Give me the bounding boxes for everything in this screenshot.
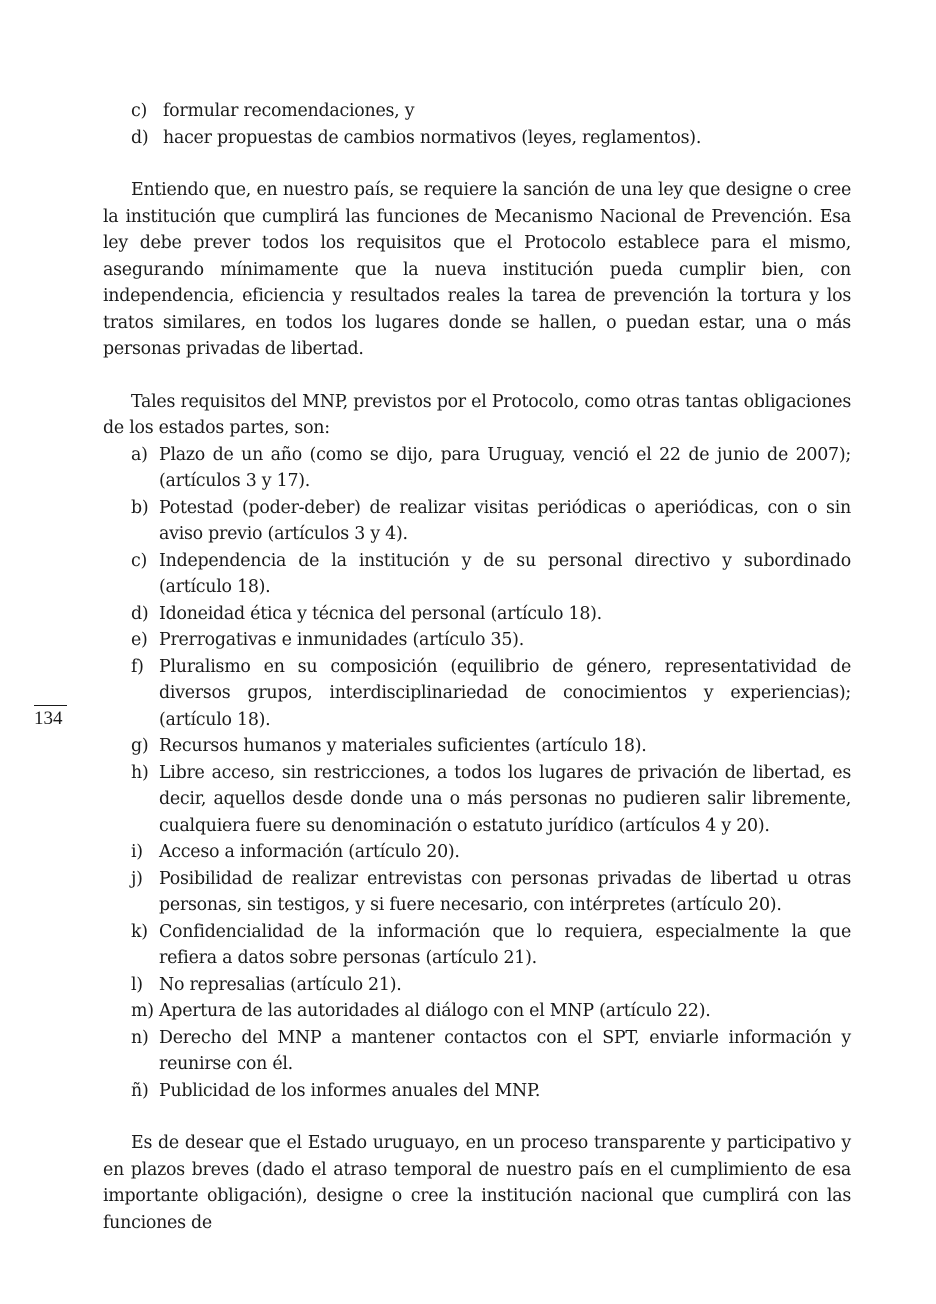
requirement-item <box>103 972 851 999</box>
requirement-item <box>103 866 851 919</box>
requirement-text: Derecho del MNP a mantener contactos con el SPT, enviarle información y reunirse con él. <box>159 1027 851 1074</box>
requirement-marker: h) <box>131 762 149 783</box>
requirement-marker: g) <box>131 736 149 756</box>
requirement-marker: e) <box>131 630 148 650</box>
requirement-marker: l) <box>131 974 143 995</box>
list-marker: c) <box>131 101 148 121</box>
requirement-item <box>103 839 851 866</box>
list-item-text: hacer propuestas de cambios normativos (leyes, reglamentos). <box>163 127 702 148</box>
requirement-item <box>103 760 851 840</box>
paragraph-closing: Es de desear que el Estado uruguayo, en un proceso transparente y participativo y en plazos breves (dado el atraso temporal de nuestro país en el cumplimiento de esa importante obligación), designe o cree la institución nacional que cumplirá con las funciones de <box>103 1133 851 1233</box>
requirement-marker: f) <box>131 656 144 677</box>
paragraph-gap <box>103 1104 851 1130</box>
requirement-text: No represalias (artículo 21). <box>159 974 402 995</box>
requirement-text: Potestad (poder-deber) de realizar visitas periódicas o aperiódicas, con o sin aviso previo (artículos 3 y 4). <box>159 497 851 544</box>
requirement-text: Libre acceso, sin restricciones, a todos los lugares de privación de libertad, es decir, aquellos desde donde una o más personas no pudieren salir libremente, cualquiera fuere su denominación o estatuto jurídico (artículos 4 y 20). <box>159 762 851 836</box>
list-item <box>103 98 851 125</box>
list-item <box>103 125 851 152</box>
requirement-item <box>103 919 851 972</box>
paragraph-intro: Entiendo que, en nuestro país, se requiere la sanción de una ley que designe o cree la institución que cumplirá las funciones de Mecanismo Nacional de Prevención. Esa ley debe prever todos los requisitos que el Protocolo establece para el mismo, asegurando mínimamente que la nueva institución pueda cumplir bien, con independencia, eficiencia y resultados reales la tarea de prevención la tortura y los tratos similares, en todos los lugares donde se hallen, o puedan estar, una o más personas privadas de libertad. <box>103 180 851 359</box>
requirement-marker: c) <box>131 550 148 571</box>
requirement-text: Prerrogativas e inmunidades (artículo 35). <box>159 630 524 650</box>
requirement-marker: d) <box>131 603 149 624</box>
requirement-text: Apertura de las autoridades al diálogo con el MNP (artículo 22). <box>159 1001 711 1021</box>
requirement-marker: j) <box>131 868 143 889</box>
requirement-marker: ñ) <box>131 1080 149 1101</box>
requirement-item <box>103 654 851 734</box>
requirement-item <box>103 733 851 760</box>
requirement-item <box>103 442 851 495</box>
requirement-text: Pluralismo en su composición (equilibrio de género, representatividad de diversos grupos, interdisciplinariedad de conocimientos y experiencias); (artículo 18). <box>159 656 851 730</box>
requirement-text: Plazo de un año (como se dijo, para Uruguay, venció el 22 de junio de 2007); (artículos 3 y 17). <box>159 444 851 491</box>
page-body <box>103 98 851 1236</box>
paragraph-gap <box>103 363 851 389</box>
requirement-text: Idoneidad ética y técnica del personal (artículo 18). <box>159 603 602 624</box>
paragraph-requirements-lead: Tales requisitos del MNP, previstos por el Protocolo, como otras tantas obligaciones de los estados partes, son: <box>103 391 851 438</box>
list-item-text: formular recomendaciones, y <box>163 101 415 121</box>
requirement-item <box>103 495 851 548</box>
requirements-list <box>103 442 851 1105</box>
requirement-marker: n) <box>131 1027 149 1048</box>
requirement-marker: b) <box>131 497 149 518</box>
requirement-item <box>103 998 851 1025</box>
requirement-text: Independencia de la institución y de su personal directivo y subordinado (artículo 18). <box>159 550 851 597</box>
requirement-item <box>103 548 851 601</box>
requirement-item <box>103 627 851 654</box>
requirement-text: Confidencialidad de la información que lo requiera, especialmente la que refiera a datos sobre personas (artículo 21). <box>159 921 851 968</box>
requirement-marker: a) <box>131 444 148 465</box>
requirement-text: Posibilidad de realizar entrevistas con personas privadas de libertad u otras personas, sin testigos, y si fuere necesario, con intérpretes (artículo 20). <box>159 868 851 915</box>
requirement-item <box>103 1025 851 1078</box>
requirement-marker: k) <box>131 921 148 942</box>
requirement-marker: m) <box>131 1001 154 1021</box>
requirement-marker: i) <box>131 842 143 862</box>
requirement-text: Recursos humanos y materiales suficientes (artículo 18). <box>159 736 647 756</box>
requirement-text: Acceso a información (artículo 20). <box>159 842 460 862</box>
page-number: 134 <box>34 708 63 729</box>
requirement-text: Publicidad de los informes anuales del MNP. <box>159 1080 541 1101</box>
continued-list <box>103 98 851 151</box>
requirement-item <box>103 601 851 628</box>
list-marker: d) <box>131 127 149 148</box>
paragraph-gap <box>103 151 851 177</box>
requirement-item <box>103 1078 851 1105</box>
